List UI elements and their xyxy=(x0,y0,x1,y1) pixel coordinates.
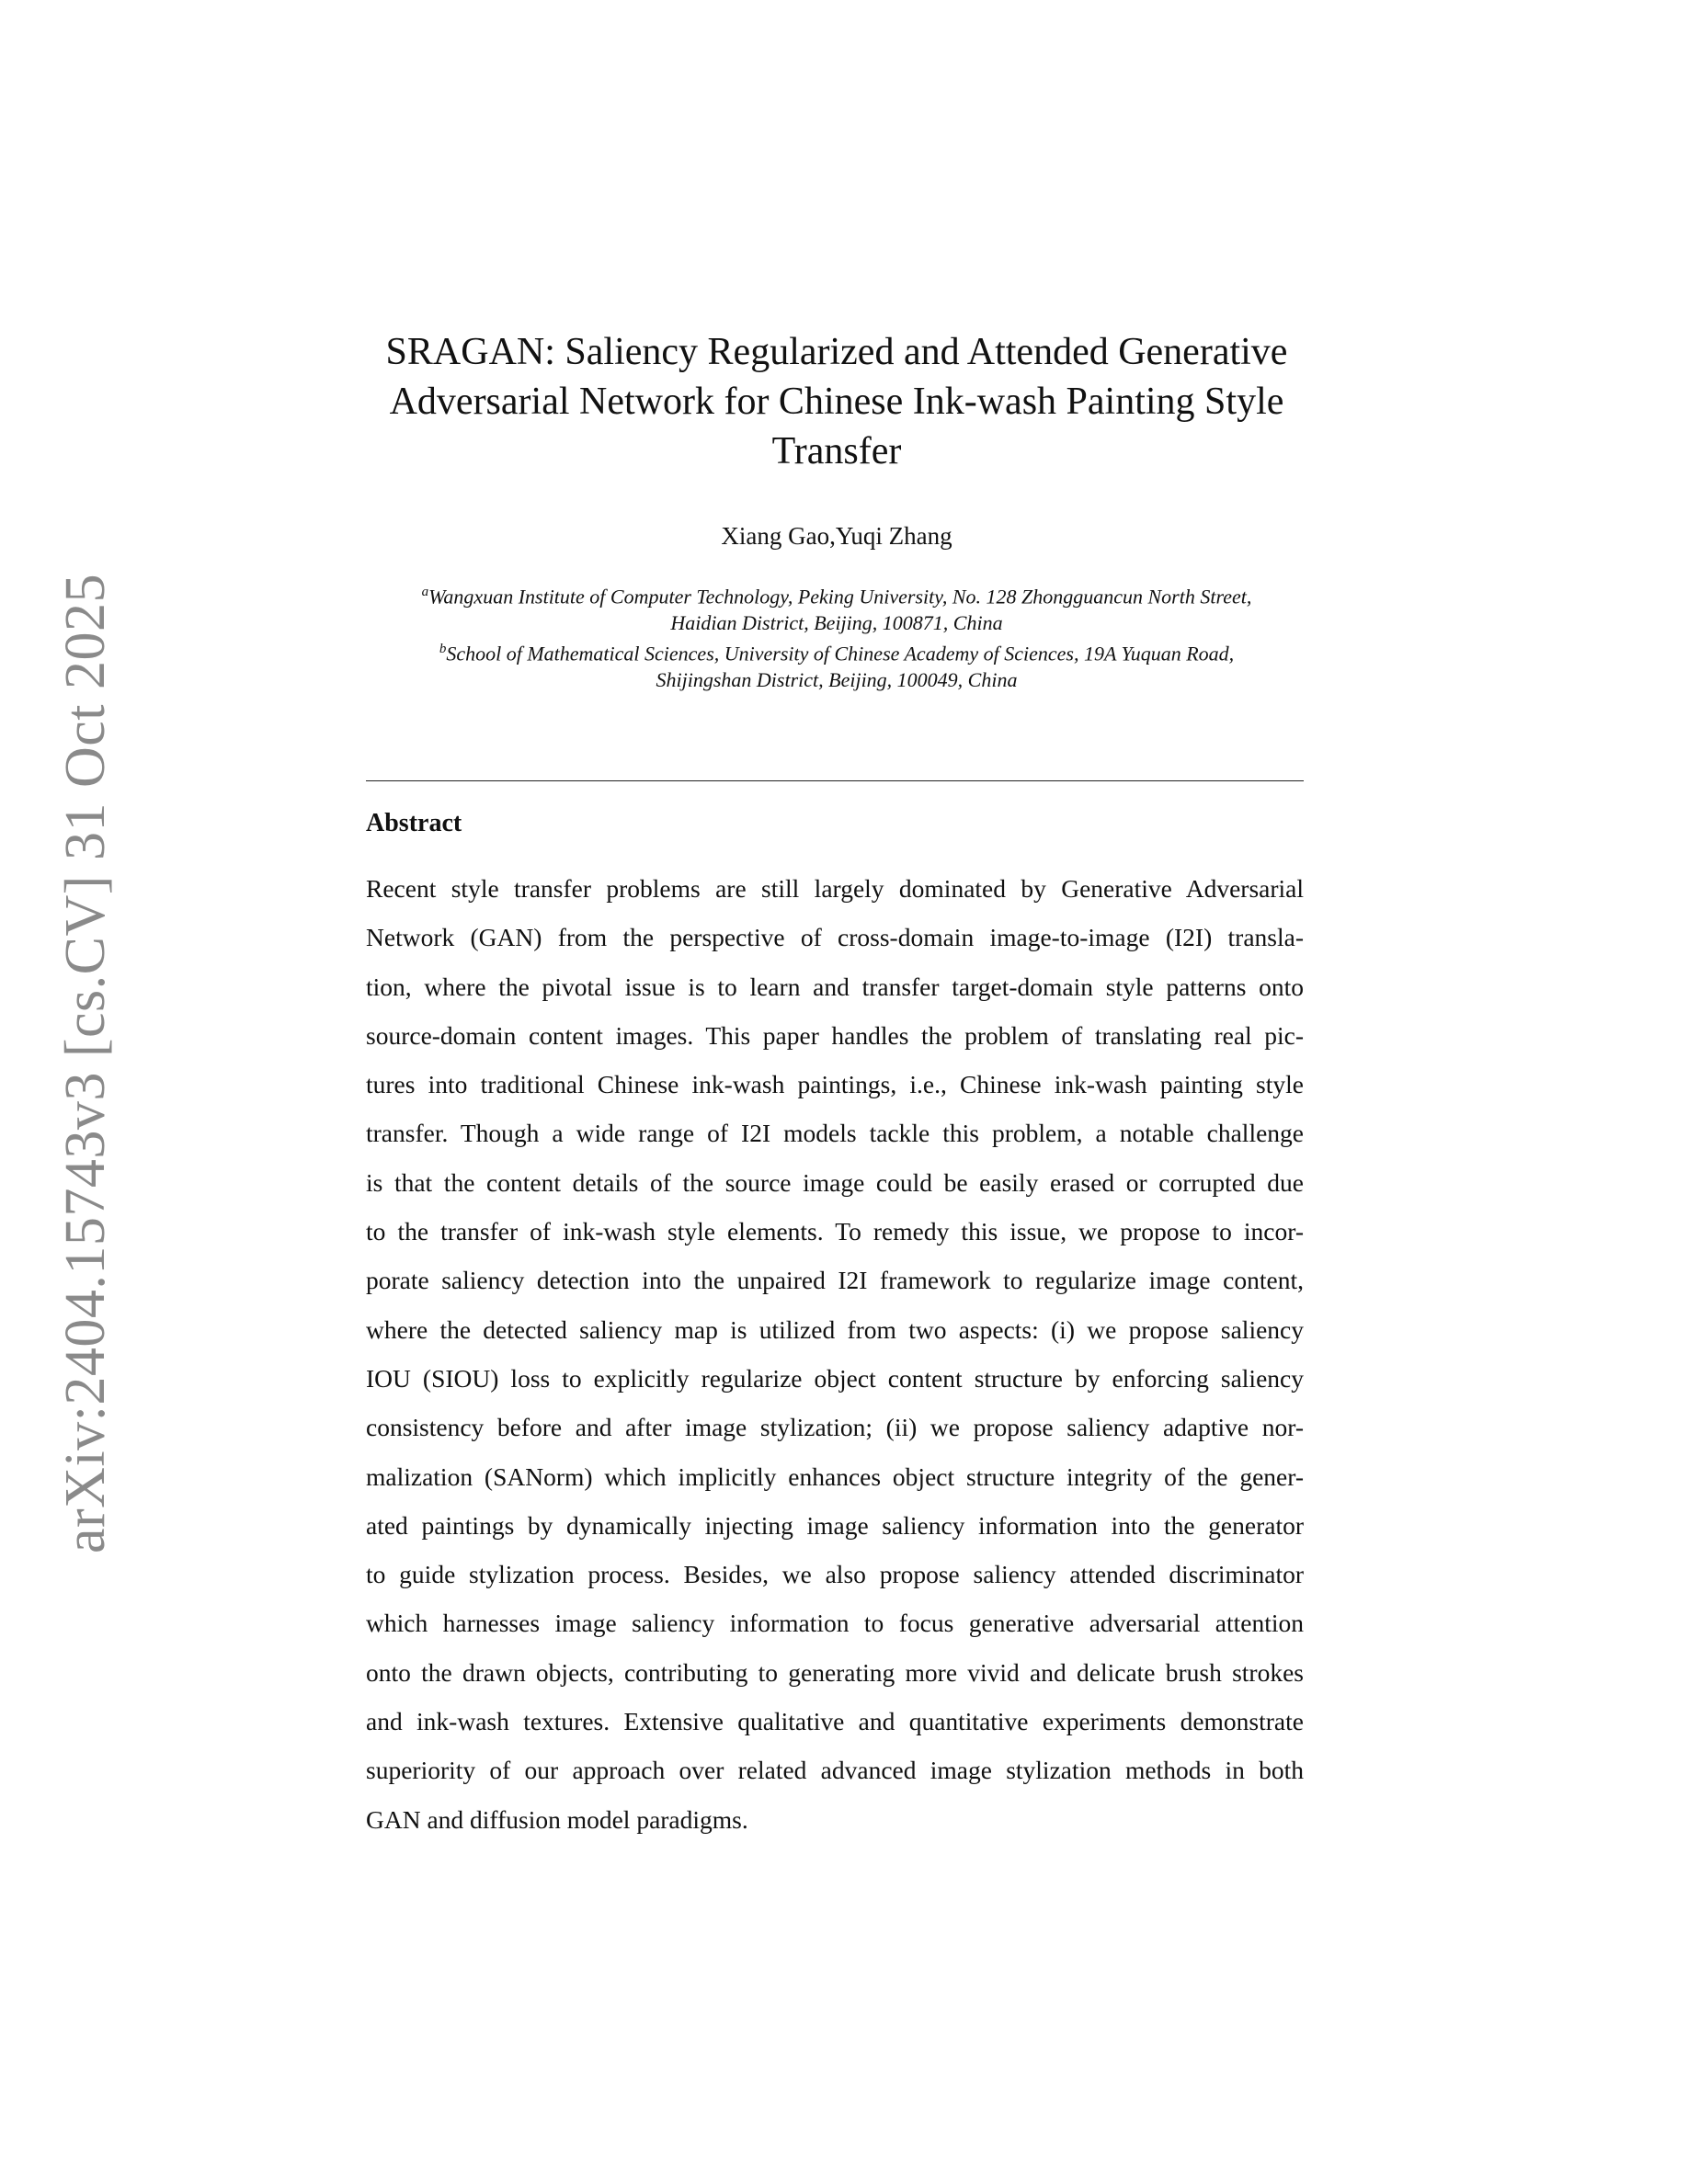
abstract-line: IOU (SIOU) loss to explicitly regularize object content structure by enforcing saliency xyxy=(366,1363,1304,1393)
abstract-line: tures into traditional Chinese ink-wash paintings, i.e., Chinese ink-wash painting style xyxy=(366,1070,1304,1099)
title-line: SRAGAN: Saliency Regularized and Attended Generative xyxy=(385,331,1288,373)
abstract-line: where the detected saliency map is utilized from two aspects: (i) we propose saliency xyxy=(366,1314,1304,1344)
affiliation-b xyxy=(349,636,1324,667)
abstract-heading: Abstract xyxy=(366,809,462,837)
paper-title xyxy=(276,327,1397,476)
abstract-line: to guide stylization process. Besides, we also propose saliency attended discriminator xyxy=(366,1560,1304,1589)
affiliation-line: School of Mathematical Sciences, University of Chinese Academy of Sciences, 19A Yuquan Road, xyxy=(446,642,1235,665)
arxiv-identifier-stamp: arXiv:2404.15743v3 [cs.CV] 31 Oct 2025 xyxy=(54,574,117,1553)
affiliation-mark: b xyxy=(439,642,447,657)
affiliation-line: Shijingshan District, Beijing, 100049, China xyxy=(656,668,1018,692)
title-line: Adversarial Network for Chinese Ink-wash Painting Style xyxy=(389,381,1284,423)
abstract-line: ated paintings by dynamically injecting image saliency information into the generator xyxy=(366,1510,1304,1540)
horizontal-rule xyxy=(366,780,1304,781)
abstract-line: Recent style transfer problems are still largely dominated by Generative Adversarial xyxy=(366,874,1304,903)
abstract-line: source-domain content images. This paper handles the problem of translating real pic- xyxy=(366,1020,1304,1050)
abstract-line: and ink-wash textures. Extensive qualitative and quantitative experiments demonstrate xyxy=(366,1707,1304,1736)
abstract-line: transfer. Though a wide range of I2I models tackle this problem, a notable challenge xyxy=(366,1119,1304,1148)
affiliation-a xyxy=(349,579,1324,610)
affiliations xyxy=(349,579,1324,694)
abstract-line: malization (SANorm) which implicitly enhances object structure integrity of the gener- xyxy=(366,1462,1304,1491)
abstract-body xyxy=(366,874,1304,1854)
abstract-line: which harnesses image saliency information to focus generative adversarial attention xyxy=(366,1609,1304,1638)
abstract-line: to the transfer of ink-wash style elements. To remedy this issue, we propose to incor- xyxy=(366,1217,1304,1246)
authors: Xiang Gao,Yuqi Zhang xyxy=(721,522,952,550)
affiliation-line: Wangxuan Institute of Computer Technology, Peking University, No. 128 Zhongguancun North Street, xyxy=(428,585,1252,609)
abstract-line: onto the drawn objects, contributing to generating more vivid and delicate brush strokes xyxy=(366,1657,1304,1687)
abstract-line: tion, where the pivotal issue is to learn and transfer target-domain style patterns onto xyxy=(366,972,1304,1001)
title-line: Transfer xyxy=(771,430,902,472)
abstract-line: consistency before and after image stylization; (ii) we propose saliency adaptive nor- xyxy=(366,1413,1304,1442)
abstract-line: superiority of our approach over related advanced image stylization methods in both xyxy=(366,1756,1304,1785)
affiliation-mark: a xyxy=(421,585,429,599)
abstract-line: is that the content details of the source image could be easily erased or corrupted due xyxy=(366,1167,1304,1197)
abstract-line: porate saliency detection into the unpaired I2I framework to regularize image content, xyxy=(366,1266,1304,1295)
affiliation-line: Haidian District, Beijing, 100871, China xyxy=(670,610,1003,634)
abstract-line: Network (GAN) from the perspective of cross-domain image-to-image (I2I) transla- xyxy=(366,923,1304,952)
abstract-line: GAN and diffusion model paradigms. xyxy=(366,1804,748,1834)
